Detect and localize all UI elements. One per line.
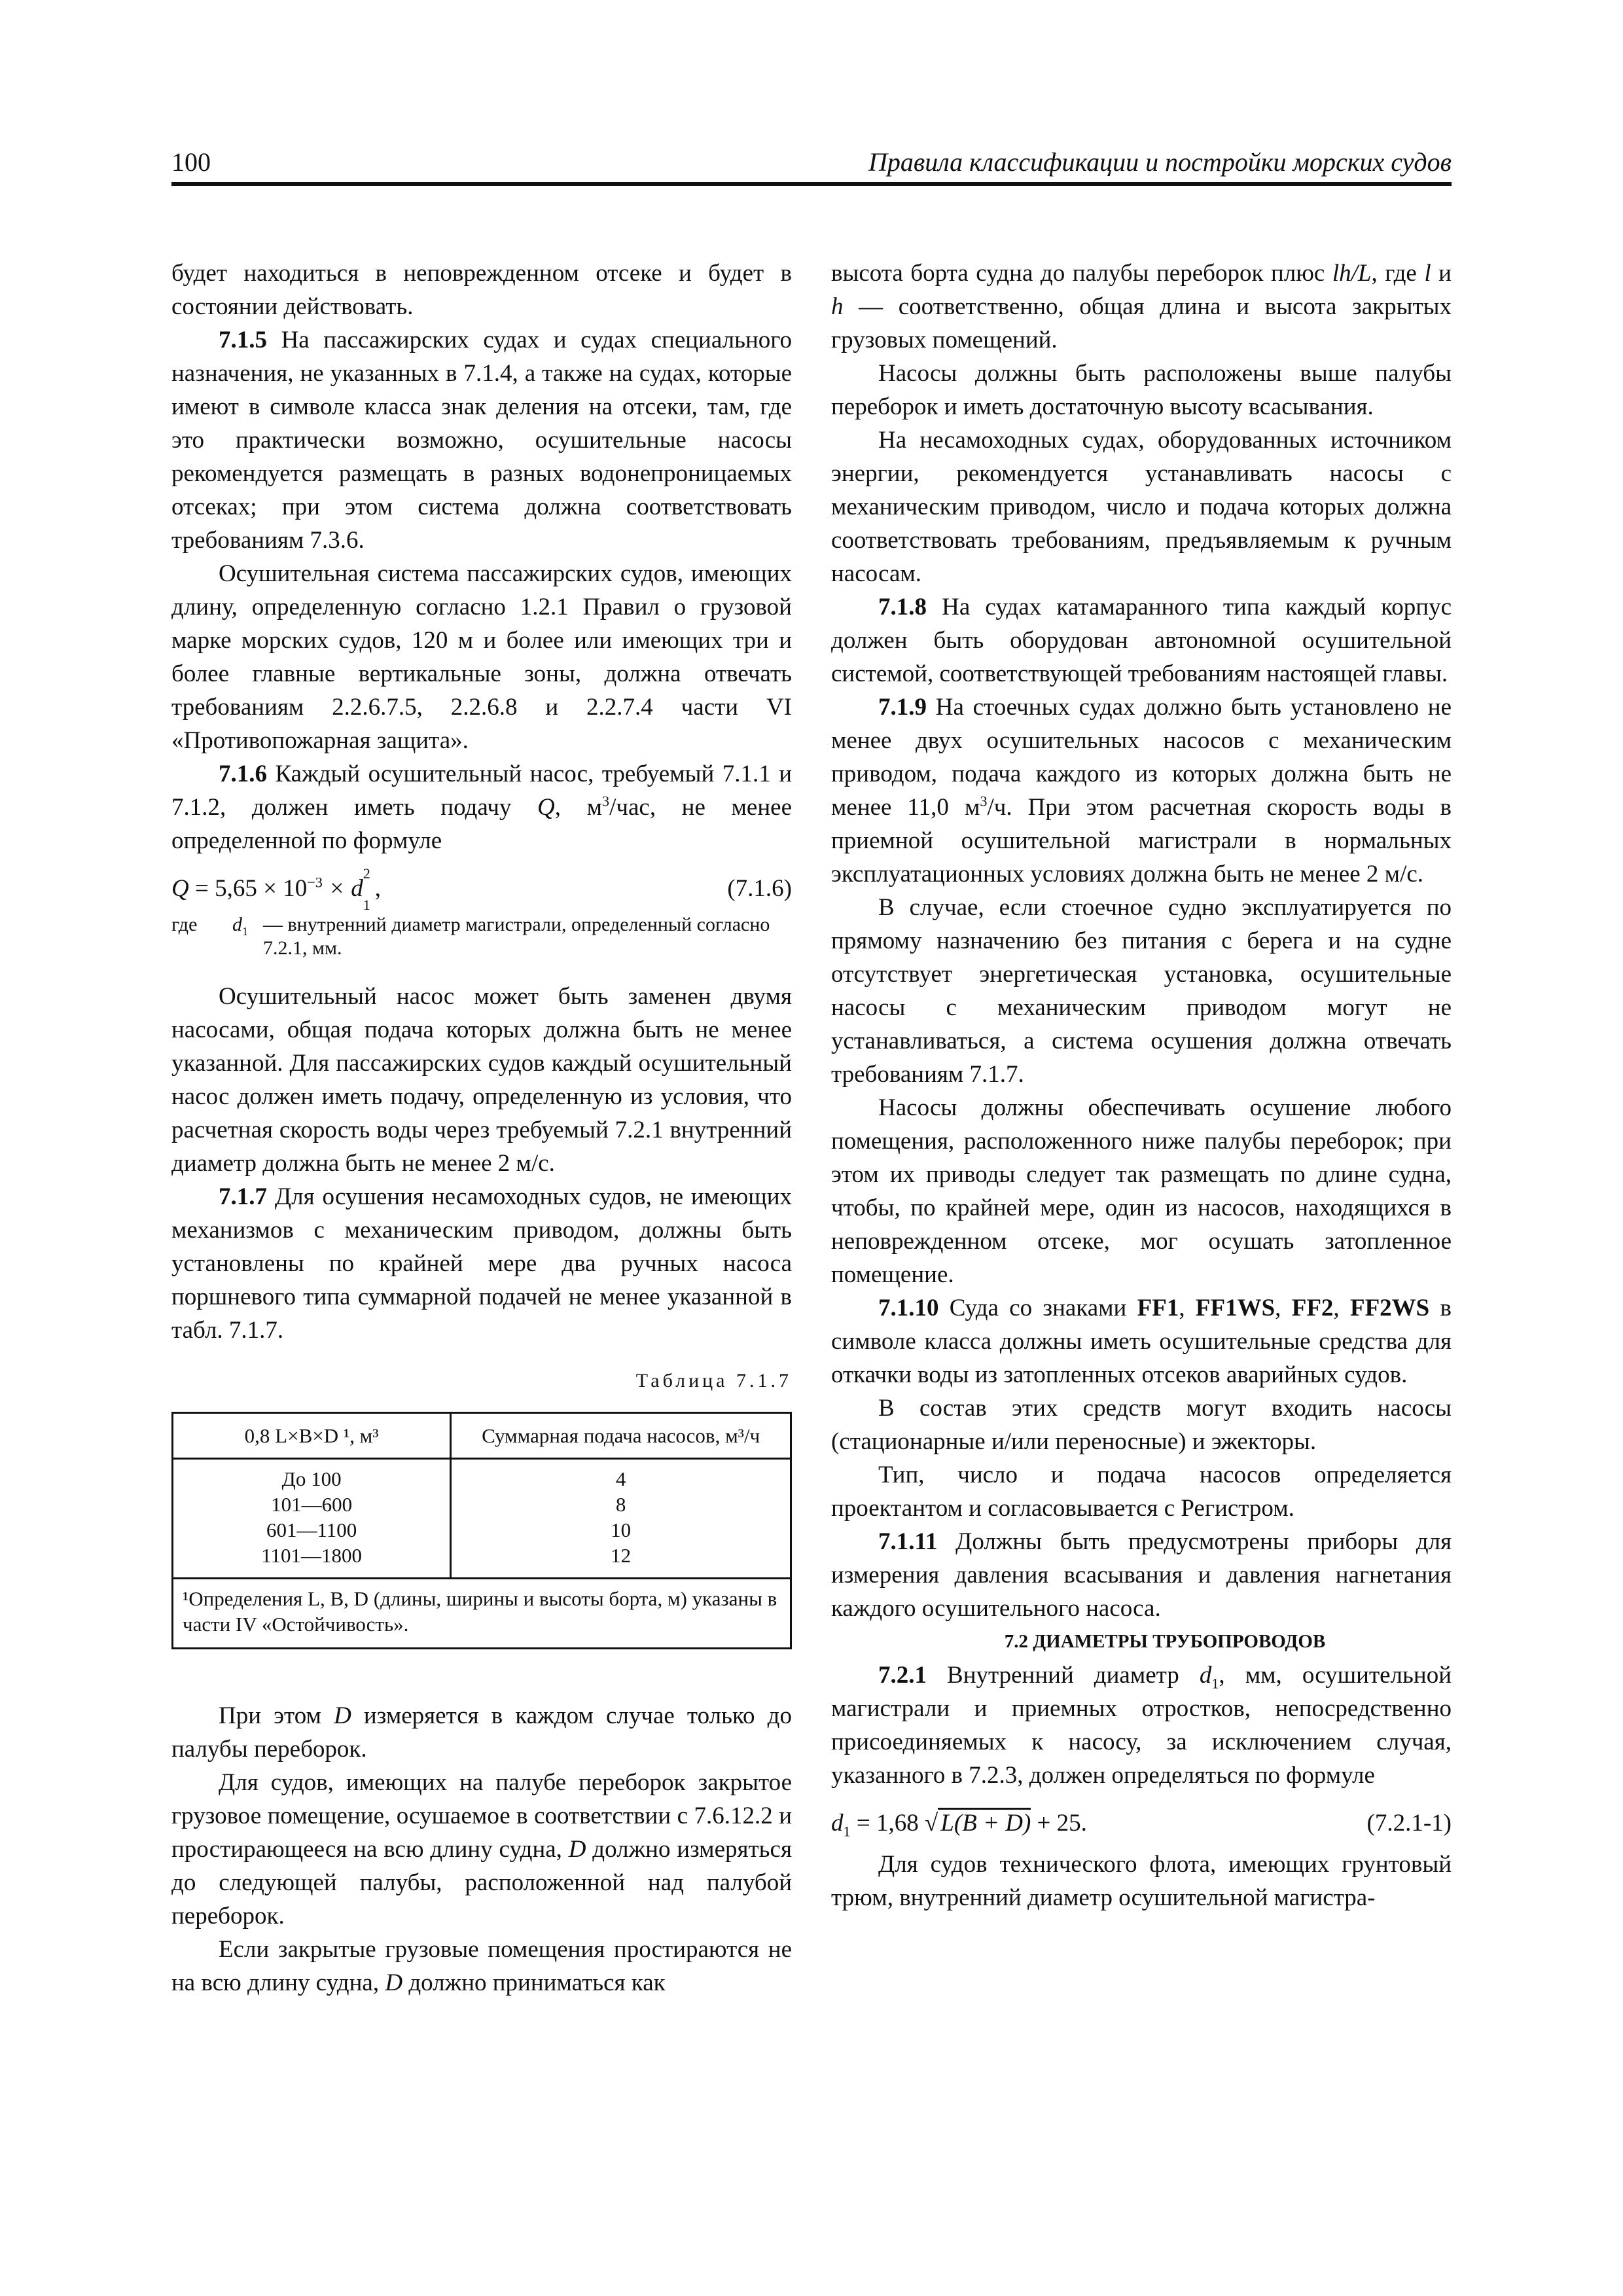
table-header-volume: 0,8 L×B×D ¹, м³	[173, 1413, 451, 1459]
paragraph: высота борта судна до палубы переборок плюс lh/L, где l и h — соответственно, общая длина и высота закрытых грузовых помещений.	[831, 260, 1452, 353]
table-footnote: ¹Определения L, B, D (длины, ширины и высоты борта, м) указаны в части IV «Остойчивость».	[173, 1579, 791, 1649]
table-header-capacity: Суммарная подача насосов, м³/ч	[451, 1413, 791, 1459]
table-value: 8	[615, 1493, 626, 1516]
left-column	[171, 257, 792, 2000]
square-root: √ L(B + D)	[925, 1806, 1031, 1840]
clause-number: 7.1.8	[878, 594, 927, 620]
paragraph: Насосы должны быть расположены выше палубы переборок и иметь достаточную высоту всасывания.	[831, 360, 1452, 420]
table-value: 101—600	[271, 1493, 353, 1516]
paragraph: Для судов, имеющих на палубе переборок закрытое грузовое помещение, осушаемое в соответствии с 7.6.12.2 и простирающееся на всю длину судна, D должно измеряться до следующей палубы, расположенной над палубой переборок.	[171, 1769, 792, 1929]
paragraph: Если закрытые грузовые помещения простираются не на всю длину судна, D должно приниматься как	[171, 1936, 792, 1996]
table-value: До 100	[281, 1467, 342, 1490]
paragraph: Тип, число и подача насосов определяется проектантом и согласовывается с Регистром.	[831, 1462, 1452, 1522]
paragraph: При этом D измеряется в каждом случае только до палубы переборок.	[171, 1702, 793, 1763]
formula-number: (7.2.1-1)	[1366, 1810, 1452, 1837]
table-cell-volumes	[173, 1459, 451, 1579]
formula-expression: $Q = 5,65 \times 10^{-3} \times d$ 2 1 ,	[171, 865, 382, 913]
running-title: Правила классификации и постройки морских судов	[868, 147, 1452, 177]
table-value: 601—1100	[266, 1518, 357, 1541]
paragraph-text: На пассажирских судах и судах специального назначения, не указанных в 7.1.4, а также на судах, которые имеют в символе класса знак деления на отсеки, там, где это практически возможно, осушительные насосы рекомендуется размещать в разных водонепроницаемых отсеках; при этом система должна соответствовать требованиям 7.3.6.	[171, 327, 792, 554]
paragraph: В случае, если стоечное судно эксплуатируется по прямому назначению без питания с берега и на судне отсутствует энергетическая установка, осушительные насосы с механическим приводом могут не устанавливаться, а система осушения должна отвечать требованиям 7.1.7.	[831, 894, 1452, 1088]
page-header	[171, 145, 1452, 186]
paragraph-7-2-1: 7.2.1 Внутренний диаметр $d_1$, мм, осушительной магистрали и приемных отростков, непосредственно присоединяемых к насосу, за исключением случая, указанного в 7.2.3, должен определяться по формуле	[831, 1662, 1452, 1789]
table-caption: Таблица 7.1.7	[635, 1370, 792, 1391]
formula-expression: $d_1 = 1,68$ √ L(B + D) + 25.	[831, 1806, 1087, 1840]
paragraph: Насосы должны обеспечивать осушение любого помещения, расположенного ниже палубы переборок; при этом их приводы следует так размещать по длине судна, чтобы, по крайней мере, один из насосов, находящихся в неповрежденном отсеке, мог осушать затопленное помещение.	[831, 1094, 1452, 1288]
formula-7-1-6	[171, 865, 792, 913]
paragraph: В состав этих средств могут входить насосы (стационарные и/или переносные) и эжекторы.	[831, 1395, 1452, 1455]
formula-legend: где $d_1$ — внутренний диаметр магистрали, определенный согласно 7.2.1, мм.	[171, 914, 770, 959]
paragraph-7-1-7: 7.1.7 Для осушения несамоходных судов, не имеющих механизмов с механическим приводом, должны быть установлены по крайней мере два ручных насоса поршневого типа суммарной подачей не менее указанной в табл. 7.1.7.	[171, 1183, 792, 1344]
paragraph: будет находиться в неповрежденном отсеке и будет в состоянии действовать.	[171, 260, 792, 320]
paragraph-7-1-11: 7.1.11 Должны быть предусмотрены приборы для измерения давления всасывания и давления нагнетания каждого осушительного насоса.	[831, 1528, 1452, 1622]
formula-number: (7.1.6)	[727, 875, 792, 902]
clause-number: 7.1.6	[219, 761, 267, 787]
clause-number: 7.1.5	[219, 327, 267, 353]
paragraph-7-1-5	[171, 323, 792, 557]
table-value: 4	[615, 1467, 626, 1490]
clause-number: 7.1.7	[219, 1183, 267, 1210]
table-value: 12	[611, 1544, 632, 1567]
paragraph-7-1-10: 7.1.10 Суда со знаками FF1, FF1WS, FF2, FF2WS в символе класса должны иметь осушительные средства для откачки воды из затопленных отсеков аварийных судов.	[831, 1295, 1452, 1388]
formula-7-2-1-1	[831, 1806, 1452, 1840]
page-number: 100	[171, 147, 211, 177]
section-heading: 7.2 ДИАМЕТРЫ ТРУБОПРОВОДОВ	[1004, 1631, 1326, 1652]
paragraph-7-1-8: 7.1.8 На судах катамаранного типа каждый корпус должен быть оборудован автономной осушительной системой, соответствующей требованиям настоящей главы.	[831, 594, 1452, 687]
paragraph: Для судов технического флота, имеющих грунтовый трюм, внутренний диаметр осушительной магистра-	[831, 1851, 1452, 1911]
clause-number: 7.1.11	[878, 1528, 938, 1555]
pump-capacity-table	[171, 1412, 792, 1649]
table-value: 10	[611, 1518, 632, 1541]
paragraph-7-1-6: 7.1.6 Каждый осушительный насос, требуемый 7.1.1 и 7.1.2, должен иметь подачу Q, $м^3$/час, не менее определенной по формуле	[171, 761, 792, 854]
clause-number: 7.2.1	[878, 1662, 927, 1689]
table-cell-capacities	[451, 1459, 791, 1579]
paragraph: Осушительная система пассажирских судов, имеющих длину, определенную согласно 1.2.1 Правил о грузовой марке морских судов, 120 м и более или имеющих три и более главные вертикальные зоны, должна отвечать требованиям 2.2.6.7.5, 2.2.6.8 и 2.2.7.4 части VI «Противопожарная защита».	[171, 560, 792, 754]
right-column	[831, 257, 1452, 1914]
clause-number: 7.1.10	[878, 1295, 939, 1321]
table-value: 1101—1800	[261, 1544, 363, 1567]
paragraph: Осушительный насос может быть заменен двумя насосами, общая подача которых должна быть не менее указанной. Для пассажирских судов каждый осушительный насос должен иметь подачу, определенную из условия, что расчетная скорость воды через требуемый 7.2.1 внутренний диаметр должна быть не менее 2 м/с.	[171, 983, 792, 1177]
paragraph: На несамоходных судах, оборудованных источником энергии, рекомендуется устанавливать насосы с механическим приводом, число и подача которых должна соответствовать требованиям, предъявляемым к ручным насосам.	[831, 427, 1452, 587]
paragraph-7-1-9: 7.1.9 На стоечных судах должно быть установлено не менее двух осушительных насосов с механическим приводом, подача каждого из которых должна быть не менее 11,0 $м^3/ч$. При этом расчетная скорость воды в приемной осушительной магистрали в нормальных эксплуатационных условиях должна быть не менее 2 м/с.	[831, 694, 1452, 888]
clause-number: 7.1.9	[878, 694, 927, 721]
